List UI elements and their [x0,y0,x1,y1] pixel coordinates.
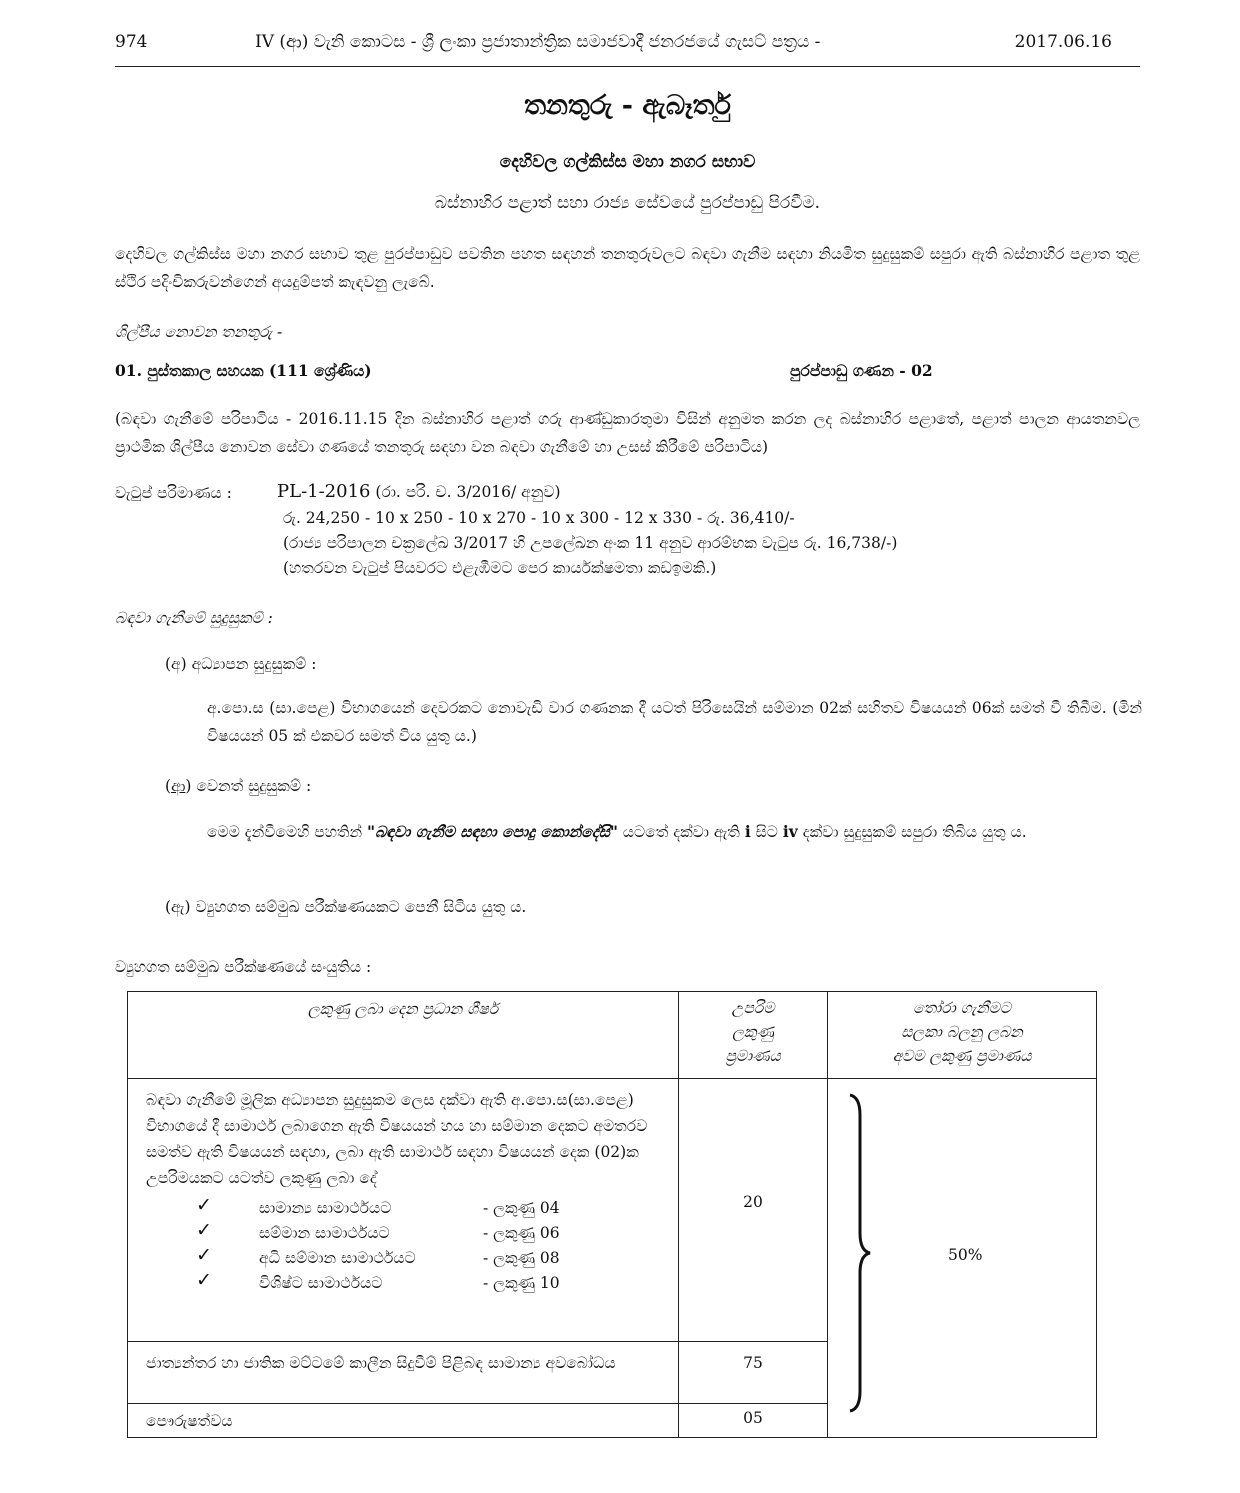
current-affairs-cell: ජාත්‍යන්තර හා ජාතික මට්ටමේ කාලීන සිදුවීම් පිළිබඳ සාමාන්‍ය අවබෝධය [128,1342,679,1404]
other-qualifications-text [207,818,1142,846]
interview-structure-title: ව්‍යුහගත සම්මුඛ පරීක්ෂණයේ සංයුතිය : [115,958,372,976]
personality-marks-value: 05 [743,1409,763,1427]
header-min-line-1: තෝරා ගැනීමට [913,999,1011,1017]
education-heading: (අ) අධ්‍යාපන සුදුසුකම් : [165,655,317,673]
grade-list [196,1195,658,1295]
salary-scale: රු. 24,250 - 10 x 250 - 10 x 270 - 10 x 300 - 12 x 330 - රු. 36,410/- [283,509,795,527]
header-max-marks [679,992,828,1079]
personality-cell: පෞරුෂත්වය [128,1404,679,1438]
general-conditions-quote: "බඳවා ගැනීම සඳහා පොදු කොන්දේසි" [367,822,618,841]
personality-max-marks [679,1404,828,1438]
header-min-marks [828,992,1097,1079]
grade-item [196,1220,658,1245]
gazette-title: IV (ආ) වැනි කොටස - ශ්‍රී ලංකා ප්‍රජාතාන්ත්‍රික සමාජවාදී ජනරජයේ ගැසට් පත්‍රය - [255,32,821,52]
other-text-2: යටතේ දක්වා ඇති [617,823,745,841]
grade-label: සාමාන්‍ය සාමාර්ථයට [259,1199,392,1217]
check-icon: ✓ [196,1269,212,1291]
salary-code-note: (රා. පරි. ච. 3/2016/ අනුව) [370,483,561,501]
other-text-3: සිට [750,823,783,841]
salary-label: වැටුප් පරිමාණය : [115,484,232,502]
table-row [128,1404,1097,1438]
minimum-percentage: 50% [948,1246,983,1264]
grade-label: විශිෂ්ට සාමාර්ථයට [259,1274,383,1292]
other-heading-open: ( [165,777,172,795]
check-icon: ✓ [196,1219,212,1241]
salary-code-line [277,481,561,502]
grade-item [196,1245,658,1270]
non-technical-heading: ශිල්පීය නොවන තනතුරු - [115,323,283,341]
education-marks-text: බඳවා ගැනීමේ මූලික අධ්‍යාපන සුදුසුකම ලෙස දක්වා ඇති අ.පො.ස(සා.පෙළ) විභාගයේ දී සාමාර්ථ ලබාගෙන ඇති විෂයයන් හය හා සම්මාන දෙකට අමතරව සමත්ව ඇති විෂයයන් සඳහා, ලබා ඇති සාමාර්ථ සඳහා විෂයයන් දෙක (02)ක උපරිමයකට යටත්ව ලකුණු ලබා දේ [146,1091,648,1187]
education-max-marks [679,1079,828,1342]
header-max-line-2: ලකුණු [732,1023,774,1041]
salary-note-2: (හතරවන වැටුප් පියවරට එළැඹීමට පෙර කාර්යක්ෂමතා කඩඉමකි.) [283,559,717,577]
other-heading-letter: ආ [171,777,186,795]
current-affairs-marks-value: 75 [743,1354,763,1372]
grade-item [196,1195,658,1220]
other-text-4: දක්වා සුදුසුකම් සපුරා තිබිය යුතු ය. [797,823,1027,841]
other-text-1: මෙම දැන්වීමෙහි පහතින් [207,823,368,841]
salary-code: PL-1-2016 [277,481,371,502]
education-text: අ.පො.ස (සා.පෙළ) විභාගයෙන් දෙවරකට නොවැඩි වාර ගණනක දී යටත් පිරිසෙයින් සම්මාන 02ක් සහිතව විෂයයන් 06ක් සමත් වී තිබීම. (මින් විෂයයන් 05 ක් එකවර සමත් විය යුතු ය.) [207,699,1142,745]
grade-points: - ලකුණු 06 [483,1224,560,1242]
intro-paragraph: දෙහිවල ගල්කිස්ස මහා නගර සභාව තුළ පුරප්පාඩුව පවතින පහත සඳහන් තනතුරුවලට බඳවා ගැනීම සඳහා නියමිත සුදුසුකම් සපුරා ඇති බස්නාහිර පළාත තුළ ස්ථිර පදිංචිකරුවන්ගෙන් අයදුම්පත් කැඳවනු ලැබේ. [115,245,1140,291]
marks-table [127,991,1097,1438]
header-min-line-2: සලකා බලනු ලබන [901,1023,1023,1041]
other-heading-rest: ) වෙනත් සුදුසුකම් : [185,777,312,795]
page-header [115,32,1140,56]
council-name: දෙහිවල ගල්කිස්ස මහා නගර සභාව [499,152,756,172]
check-icon: ✓ [196,1194,212,1216]
header-max-line-3: ප්‍රමාණය [725,1047,781,1065]
grade-item [196,1270,658,1295]
grade-points: - ලකුණු 10 [483,1274,560,1292]
interview-heading: (ඇ) ව්‍යුහගත සම්මුඛ පරීක්ෂණයකට පෙනී සිටිය යුතු ය. [165,898,527,916]
table-row [128,1079,1097,1342]
roman-i: i [744,822,751,841]
recruitment-scheme: (බඳවා ගැනීමේ පරිපාටිය - 2016.11.15 දින බස්නාහිර පළාත් ගරු ආණ්ඩුකාරතුමා විසින් අනුමත කරන ලද බස්නාහිර පළාතේ, පළාත් පාලන ආයතනවල ප්‍රාථමික ශිල්පීය නොවන සේවා ගණයේ තනතුරු සඳහා වන බඳවා ගැනීමේ හා උසස් කිරීමේ පරිපාටිය) [115,410,1140,456]
vacancy-count: පුරප්පාඩු ගණන - 02 [790,361,933,380]
post-name: 01. පුස්තකාල සහයක (111 ශ්‍රේණිය) [115,361,372,380]
notice-subtitle: බස්නාහිර පළාත් සහා රාජ්‍ය සේවයේ පුරප්පාඩු පිරවීම. [434,193,821,213]
grade-points: - ලකුණු 08 [483,1249,560,1267]
other-qualifications-heading [165,777,311,796]
page-number: 974 [115,32,148,52]
page-title: තනතුරු - ඇබෑර්තු [524,90,731,121]
grade-label: සම්මාන සාමාර්ථයට [259,1224,390,1242]
header-rule [115,66,1140,67]
grade-label: අධි සම්මාන සාමාර්ථයට [259,1249,416,1267]
header-main-criteria: ලකුණු ලබා දෙන ප්‍රධාන ශීර්ෂ [128,992,679,1079]
education-marks-cell [128,1079,679,1342]
grade-points: - ලකුණු 04 [483,1199,560,1217]
header-min-line-3: අවම ලකුණු ප්‍රමාණය [892,1047,1032,1065]
table-header-row [128,992,1097,1079]
education-marks-value: 20 [743,1193,763,1211]
current-affairs-max-marks [679,1342,828,1404]
gazette-date: 2017.06.16 [1014,32,1112,52]
salary-note-1: (රාජ්‍ය පරිපාලන චක්‍රලේඛ 3/2017 හි උපලේඛන අංක 11 අනුව ආරම්භක වැටුප රු. 16,738/-) [283,534,898,552]
roman-iv: iv [782,822,798,841]
right-brace-icon [838,1093,878,1413]
header-max-line-1: උපරිම [731,999,775,1017]
requirements-title: බඳවා ගැනීමේ සුදුසුකම් : [115,609,273,627]
check-icon: ✓ [196,1244,212,1266]
